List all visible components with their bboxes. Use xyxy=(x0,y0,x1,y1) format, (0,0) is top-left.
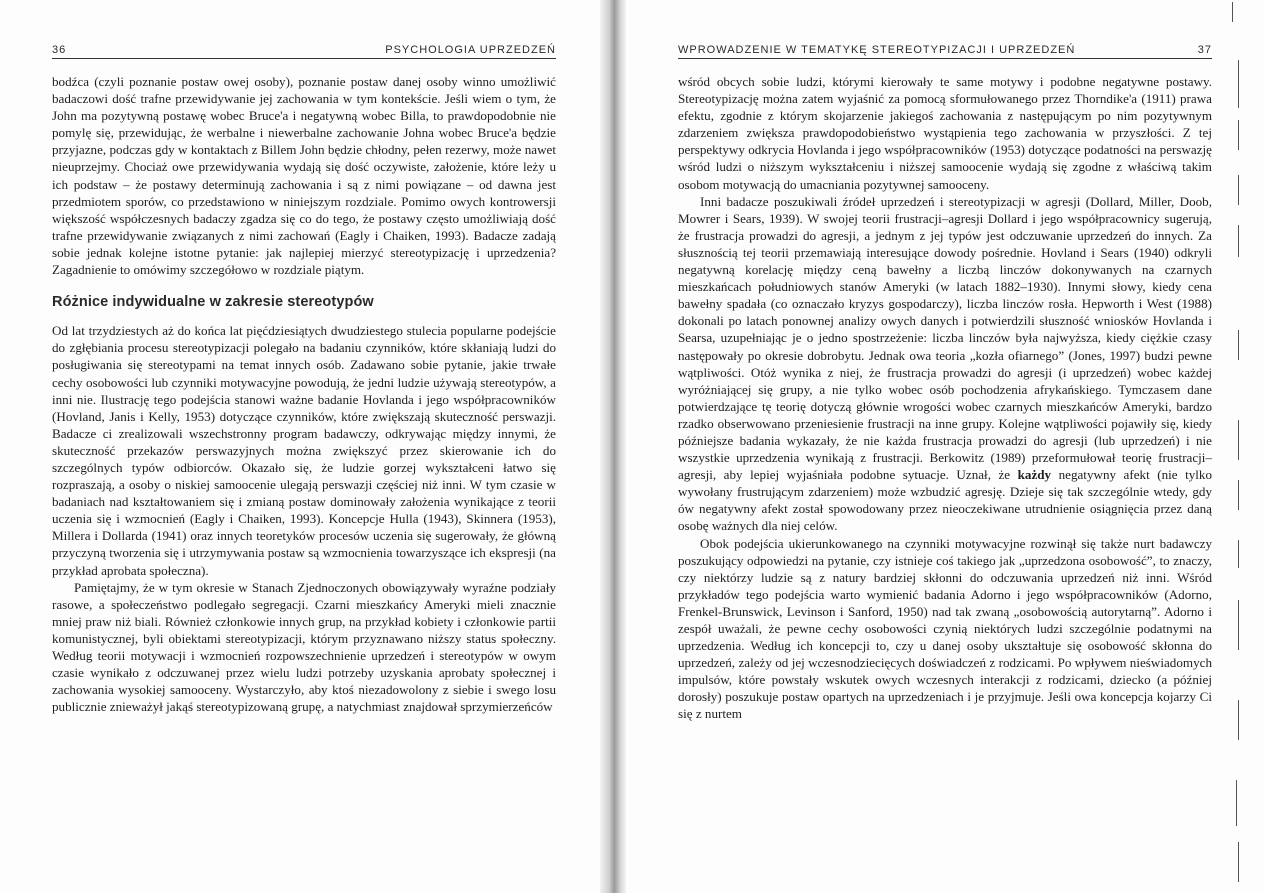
scan-mark xyxy=(1238,842,1239,882)
scan-mark xyxy=(1238,480,1239,510)
paragraph: bodźca (czyli poznanie postaw owej osoby), poznanie postaw danej osoby winno umożliwić badaczowi dość trafne przewidywanie jej zachowania w tym kontekście. Jeśli wiem o tym, że John ma pozytywną postawę wobec Bruce'a i negatywną wobec Billa, to prawdopodobnie nie pomylę się, przewidując, że werbalne i niewerbalne zachowanie Johna wobec Bruce'a będzie przyjazne, podczas gdy w kontaktach z Billem John będzie chłodny, pełen rezerwy, może nawet nieuprzejmy. Chociaż owe przewidywania wydają się dość oczywiste, założenie, które leży u ich podstaw – że postawy determinują zachowania i są z nimi powiązane – od dawna jest przedmiotem sporów, co przedstawiono w niniejszym rozdziale. Pomimo owych kontrowersji większość współczesnych badaczy zgadza się co do tego, że postawy często umożliwiają dość trafne przewidywanie związanych z nimi zachowań (Eagly i Chaiken, 1993). Badacze zadają sobie jednak kolejne istotne pytanie: jak najlepiej mierzyć stereotypizację i uprzedzenia? Zagadnienie to omówimy szczegółowo w rozdziale piątym. xyxy=(52,74,556,278)
scan-mark xyxy=(1238,225,1239,257)
header-rule-right xyxy=(678,58,1212,59)
scan-mark xyxy=(1238,175,1239,205)
paragraph xyxy=(678,193,1212,535)
right-page-header xyxy=(678,40,1212,56)
scan-mark xyxy=(1238,420,1239,460)
book-gutter xyxy=(600,0,626,893)
paragraph: Od lat trzydziestych aż do końca lat pięćdziesiątych dwudziestego stulecia popularne podejście do zgłębiania procesu stereotypizacji polegało na badaniu czynników, które skłaniają ludzi do posługiwania się stereotypami na temat innych osób. Zadawano sobie pytanie, jakie trwałe cechy osobowości lub czynniki motywacyjne powodują, że jedni ludzie używają stereotypów, a inni nie. Ilustrację tego podejścia stanowi ważne badanie Hovlanda i jego współpracowników (Hovland, Janis i Kelly, 1953) dotyczące czynników, które zwiększają skuteczność perswazji. Badacze ci zrealizowali wszechstronny program badawczy, odkrywając między innymi, że skuteczność przekazów perswazyjnych można zwiększyć przez skierowanie ich do szczególnych typów odbiorców. Okazało się, że ludzie gorzej wykształceni łatwo się rozpraszają, a osoby o niskiej samoocenie ulegają perswazji częściej niż inni. W tym czasie w badaniach nad kształtowaniem się i zmianą postaw dominowały założenia wynikające z teorii uczenia się i wzmocnień (Eagly i Chaiken, 1993). Koncepcje Hulla (1943), Skinnera (1953), Millera i Dollarda (1941) oraz innych teoretyków procesów uczenia się sugerowały, że główną przyczyną tworzenia się i utrzymywania postaw są wzmocnienia towarzyszące ich ekspresji (na przykład aprobata społeczna). xyxy=(52,323,556,578)
emphasis-text: każdy xyxy=(1017,467,1052,483)
scan-mark xyxy=(1238,60,1239,108)
page-number-right: 37 xyxy=(1197,44,1212,56)
page-number-left: 36 xyxy=(52,44,67,56)
paragraph: wśród obcych sobie ludzi, którymi kierowały te same motywy i podobne negatywne postawy. Stereotypizację można zatem wyjaśnić za pomocą sformułowanego przez Thorndike'a (1911) prawa efektu, zgodnie z którym skojarzenie jakiegoś zachowania z następującym po nim pozytywnym zdarzeniem zwiększa prawdopodobieństwo wystąpienia tego zachowania w przyszłości. Z tej perspektywy odkrycia Hovlanda i jego współpracowników (1953) dotyczące podatności na perswazję wśród ludzi o niższym wykształceniu i niższej samoocenie wydają się zgodne z właściwą takim osobom motywacją do umacniania pozytywnej samooceny. xyxy=(678,74,1212,192)
scan-mark xyxy=(1238,120,1239,150)
scan-mark xyxy=(1236,780,1237,826)
scan-mark xyxy=(1238,700,1239,740)
paragraph: Pamiętajmy, że w tym okresie w Stanach Zjednoczonych obowiązywały wyraźne podziały rasowe, a społeczeństwo podlegało segregacji. Czarni mieszkańcy Ameryki mieli znacznie mniej praw niż biali. Również członkowie innych grup, na przykład kobiety i członkowie partii komunistycznej, byli obiektami stereotypizacji, którym przyznawano niższy status społeczny. Według teorii motywacji i wzmocnień rozpowszechnienie uprzedzeń i stereotypów w owym czasie wynikało z odczuwanej przez wielu ludzi potrzeby uzyskania aprobaty społecznej i zachowania wysokiej samooceny. Wystarczyło, aby ktoś niezadowolony z siebie i swego losu publicznie znieważył jakąś stereotypizowaną grupę, a natychmiast znajdował sprzymierzeńców xyxy=(52,579,556,715)
scan-mark xyxy=(1232,2,1233,22)
paragraph: Obok podejścia ukierunkowanego na czynniki motywacyjne rozwinął się także nurt badawczy poszukujący odpowiedzi na pytanie, czy istnieje coś takiego jak „uprzedzona osobowość”, to znaczy, czy niektórzy ludzie są z natury bardziej skłonni do odczuwania uprzedzeń niż inni. Wśród przykładów tego podejścia warto wymienić badania Adorno i jego współpracowników (Adorno, Frenkel-Brunswick, Levinson i Sanford, 1950) nad tak zwaną „osobowością autorytarną”. Adorno i zespół uważali, że pewne cechy osobowości czynią niektórych ludzi szczególnie podatnymi na uprzedzenia. Według ich koncepcji to, czy u danej osoby ukształtuje się osobowość skłonna do uprzedzeń, zależy od jej wczesnodziecięcych doświadczeń z rodzicami. Po wpływem nieświadomych impulsów, które powstały wskutek owych wczesnych interakcji z rodzicami, dziecko (a później dorosły) poszukuje postaw opartych na uprzedzeniach i je przyjmuje. Jeśli owa koncepcja kojarzy Ci się z nurtem xyxy=(678,535,1212,722)
running-head-right: WPROWADZENIE W TEMATYKĘ STEREOTYPIZACJI I UPRZEDZEŃ xyxy=(678,44,1076,56)
paragraph-text: negatywny afekt (nie tylko wywołany frustrującym zdarzeniem) może wzbudzić agresję. Dzieje się tak szczególnie wtedy, gdy ów negatywny afekt został spowodowany przez nieoczekiwane utrudnienie osiągnięcia przez daną osobę ważnych dla niej celów. xyxy=(678,467,1212,534)
right-page xyxy=(626,0,1264,893)
scan-mark xyxy=(1238,540,1239,568)
scan-mark xyxy=(1238,330,1239,360)
header-rule-left xyxy=(52,58,556,59)
left-text-column xyxy=(52,73,556,715)
left-page-header xyxy=(52,40,556,56)
scan-mark xyxy=(1238,600,1239,650)
section-heading: Różnice indywidualne w zakresie stereotypów xyxy=(52,294,374,311)
running-head-left: PSYCHOLOGIA UPRZEDZEŃ xyxy=(385,44,556,56)
right-text-column xyxy=(678,73,1212,723)
paragraph-text: Inni badacze poszukiwali źródeł uprzedzeń i stereotypizacji w agresji (Dollard, Miller, Doob, Mowrer i Sears, 1939). W swojej teorii frustracji–agresji Dollard i jego współpracownicy sugerują, że frustracja prowadzi do agresji, a jednym z jej typów jest odczuwanie uprzedzeń do innych. Za słusznością tej teorii przemawiają interesujące dowody pośrednie. Hovland i Sears (1940) odkryli negatywną korelację między ceną bawełny a liczbą linczów dokonywanych na czarnych mieszkańcach południowych stanów Ameryki (w latach 1882–1930). Innymi słowy, kiedy cena bawełny spadała (co oznaczało kryzys gospodarczy), liczba linczów rosła. Hepworth i West (1988) dokonali po latach ponownej analizy owych danych i potwierdzili słuszność wniosków Hovlanda i Searsa, uzupełniając je o jedno spostrzeżenie: liczba linczów była najwyższa, kiedy ciężkie czasy następowały po okresie dobrobytu. Jednak owa teoria „kozła ofiarnego” (Jones, 1997) budzi pewne wątpliwości. Otóż wynika z niej, że frustracja prowadzi do agresji (i uprzedzeń) wobec każdej wyróżniającej się grupy, a nie tylko wobec osób pochodzenia afrykańskiego. Tymczasem dane potwierdzające tę teorię dotyczą głównie wrogości wobec czarnych mieszkańców Ameryki, bardzo rzadko obserwowano przeniesienie frustracji na inne grupy. Kolejne wątpliwości pojawiły się, kiedy późniejsze badania wykazały, że nie każda frustracja prowadzi do agresji (lub uprzedzeń) i nie wszystkie uprzedzenia wynikają z frustracji. Berkowitz (1989) przeformułował teorię frustracji–agresji, aby lepiej wyjaśniała podobne sytuacje. Uznał, że xyxy=(678,193,1212,483)
left-page xyxy=(0,0,600,893)
